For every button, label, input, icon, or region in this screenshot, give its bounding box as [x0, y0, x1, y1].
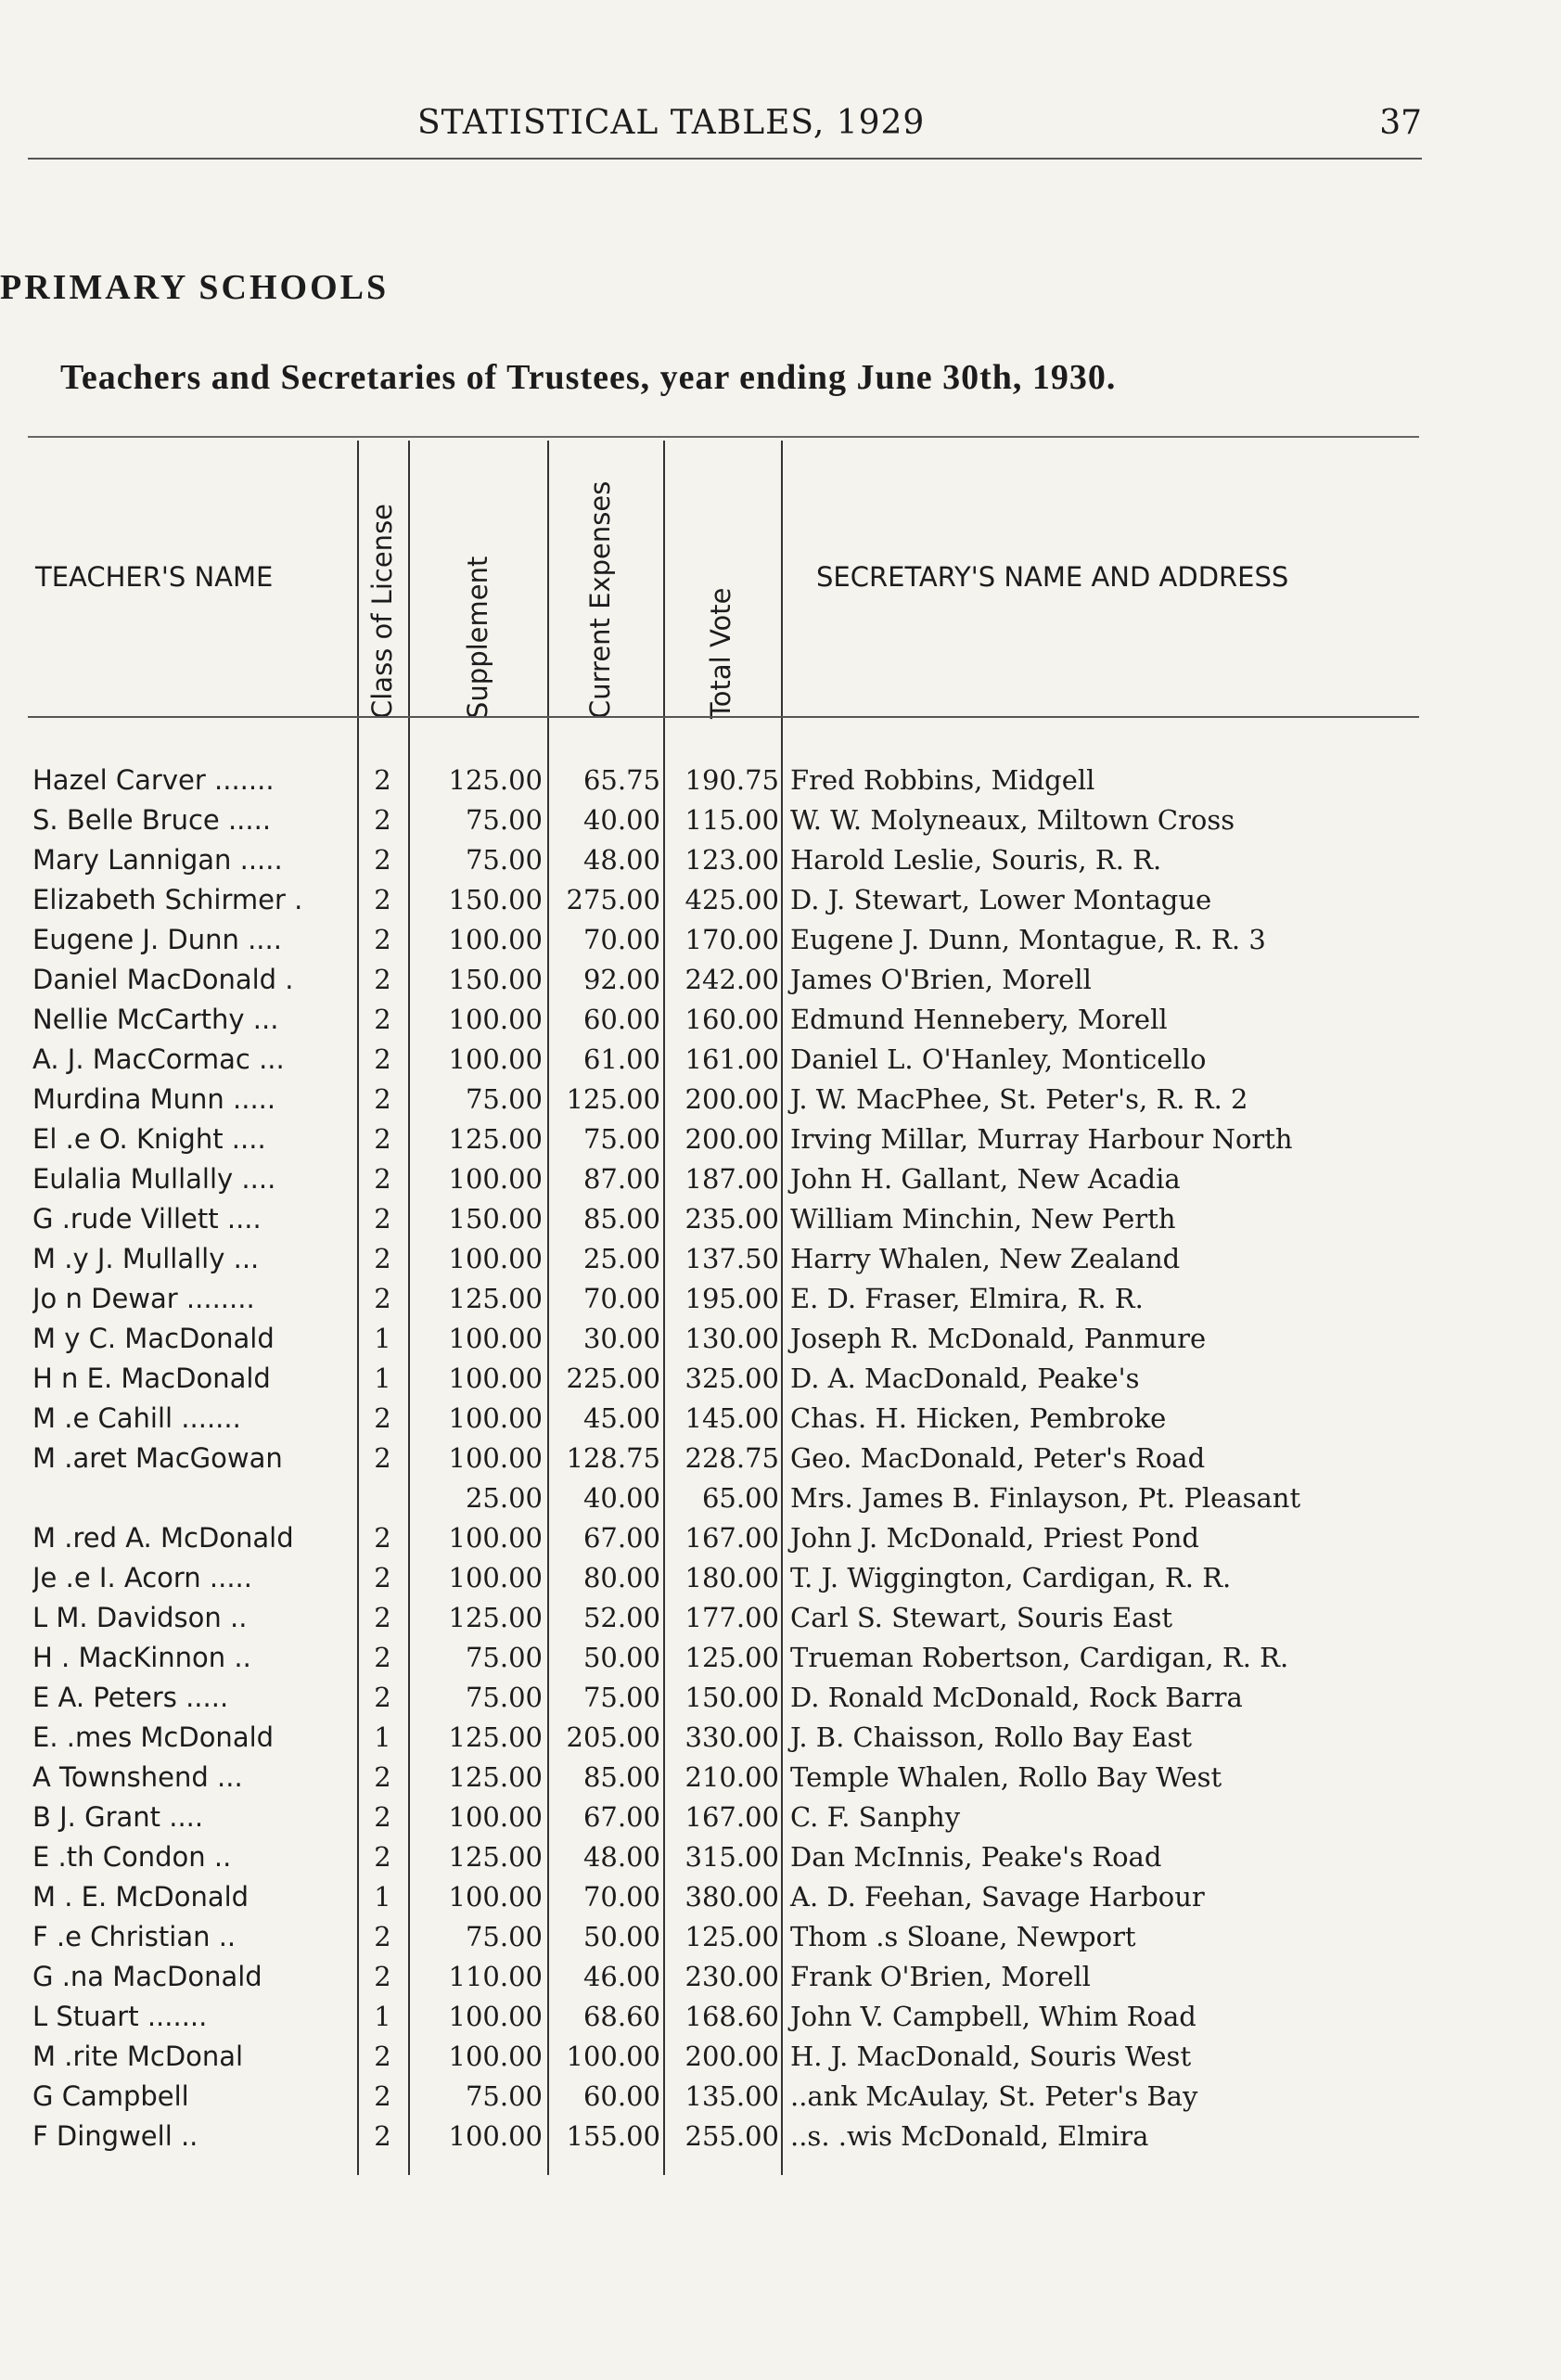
class-cell: 1	[374, 1881, 391, 1913]
supplement-cell: 125.00	[448, 764, 543, 796]
teacher-name-cell: H . MacKinnon ..	[32, 1642, 251, 1673]
class-cell: 2	[374, 1004, 391, 1035]
secretary-cell: Edmund Hennebery, Morell	[790, 1004, 1168, 1035]
running-title: STATISTICAL TABLES, 1929	[417, 104, 926, 142]
secretary-cell: D. Ronald McDonald, Rock Barra	[790, 1682, 1243, 1713]
class-cell: 2	[374, 1761, 391, 1793]
secretary-cell: Joseph R. McDonald, Panmure	[790, 1323, 1207, 1354]
current-expenses-cell: 125.00	[566, 1083, 660, 1115]
total-vote-cell: 235.00	[685, 1203, 779, 1235]
supplement-cell: 100.00	[448, 1402, 543, 1434]
table-row	[0, 1718, 1561, 1758]
class-cell: 1	[374, 2001, 391, 2032]
supplement-cell: 150.00	[448, 884, 543, 915]
class-cell: 2	[374, 804, 391, 836]
total-vote-cell: 123.00	[685, 844, 779, 876]
secretary-cell: Harry Whalen, New Zealand	[790, 1243, 1181, 1274]
teacher-name-cell: Eugene J. Dunn ....	[32, 924, 282, 955]
secretary-cell: Daniel L. O'Hanley, Monticello	[790, 1043, 1207, 1075]
teacher-name-cell: S. Belle Bruce .....	[32, 804, 272, 836]
table-row	[0, 1000, 1561, 1040]
class-cell: 2	[374, 924, 391, 955]
table-top-rule	[28, 436, 1419, 438]
secretary-cell: Carl S. Stewart, Souris East	[790, 1602, 1173, 1633]
current-expenses-cell: 50.00	[582, 1642, 660, 1673]
secretary-cell: Trueman Robertson, Cardigan, R. R.	[790, 1642, 1289, 1673]
secretary-cell: E. D. Fraser, Elmira, R. R.	[790, 1283, 1144, 1314]
supplement-cell: 100.00	[448, 2001, 543, 2032]
total-vote-cell: 168.60	[685, 2001, 779, 2032]
header-class-of-license: Class of License	[366, 503, 398, 719]
class-cell: 2	[374, 2041, 391, 2072]
supplement-cell: 100.00	[448, 1043, 543, 1075]
table-row	[0, 2077, 1561, 2117]
secretary-cell: W. W. Molyneaux, Miltown Cross	[790, 804, 1235, 836]
supplement-cell: 100.00	[448, 1323, 543, 1354]
class-cell: 2	[374, 1203, 391, 1235]
current-expenses-cell: 67.00	[582, 1801, 660, 1833]
current-expenses-cell: 48.00	[582, 1841, 660, 1873]
table-row	[0, 1518, 1561, 1558]
table-row	[0, 1598, 1561, 1638]
table-row	[0, 1837, 1561, 1877]
teacher-name-cell: El .e O. Knight ....	[32, 1123, 266, 1155]
secretary-cell: D. A. MacDonald, Peake's	[790, 1363, 1140, 1394]
secretary-cell: D. J. Stewart, Lower Montague	[790, 884, 1212, 915]
supplement-cell: 100.00	[448, 1881, 543, 1913]
supplement-cell: 100.00	[448, 2120, 543, 2152]
current-expenses-cell: 61.00	[582, 1043, 660, 1075]
current-expenses-cell: 75.00	[582, 1123, 660, 1155]
class-cell: 2	[374, 1562, 391, 1593]
total-vote-cell: 200.00	[685, 1123, 779, 1155]
current-expenses-cell: 40.00	[582, 804, 660, 836]
teacher-name-cell: B J. Grant ....	[32, 1801, 204, 1833]
page-header	[28, 102, 1422, 160]
total-vote-cell: 325.00	[685, 1363, 779, 1394]
table-row	[0, 800, 1561, 840]
total-vote-cell: 125.00	[685, 1921, 779, 1952]
secretary-cell: Irving Millar, Murray Harbour North	[790, 1123, 1293, 1155]
class-cell: 2	[374, 1642, 391, 1673]
secretary-cell: ..s. .wis McDonald, Elmira	[790, 2120, 1149, 2152]
total-vote-cell: 380.00	[685, 1881, 779, 1913]
class-cell: 1	[374, 1721, 391, 1753]
table-row	[0, 1080, 1561, 1120]
supplement-cell: 75.00	[465, 804, 543, 836]
current-expenses-cell: 80.00	[582, 1562, 660, 1593]
teacher-name-cell: E A. Peters .....	[32, 1682, 229, 1713]
class-cell: 1	[374, 1323, 391, 1354]
teacher-name-cell: Daniel MacDonald .	[32, 964, 294, 995]
supplement-cell: 125.00	[448, 1841, 543, 1873]
supplement-cell: 150.00	[448, 964, 543, 995]
current-expenses-cell: 155.00	[566, 2120, 660, 2152]
table-row	[0, 761, 1561, 800]
secretary-cell: Dan McInnis, Peake's Road	[790, 1841, 1162, 1873]
teacher-name-cell: M .red A. McDonald	[32, 1522, 294, 1554]
total-vote-cell: 255.00	[685, 2120, 779, 2152]
current-expenses-cell: 46.00	[582, 1961, 660, 1992]
table-row	[0, 1917, 1561, 1957]
current-expenses-cell: 70.00	[582, 1283, 660, 1314]
table-row	[0, 1120, 1561, 1159]
total-vote-cell: 65.00	[701, 1482, 779, 1514]
table-row	[0, 1279, 1561, 1319]
secretary-cell: C. F. Sanphy	[790, 1801, 961, 1833]
total-vote-cell: 315.00	[685, 1841, 779, 1873]
table-row	[0, 1798, 1561, 1837]
class-cell: 2	[374, 1442, 391, 1474]
supplement-cell: 125.00	[448, 1721, 543, 1753]
teacher-name-cell: M . E. McDonald	[32, 1881, 250, 1913]
total-vote-cell: 167.00	[685, 1801, 779, 1833]
section-title: PRIMARY SCHOOLS	[0, 268, 390, 307]
class-cell: 2	[374, 1961, 391, 1992]
secretary-cell: T. J. Wiggington, Cardigan, R. R.	[790, 1562, 1232, 1593]
class-cell: 2	[374, 964, 391, 995]
header-secretary: SECRETARY'S NAME AND ADDRESS	[816, 561, 1289, 593]
teacher-name-cell: Murdina Munn .....	[32, 1083, 276, 1115]
table-row	[0, 1159, 1561, 1199]
supplement-cell: 100.00	[448, 1442, 543, 1474]
teacher-name-cell: Elizabeth Schirmer .	[32, 884, 303, 915]
current-expenses-cell: 70.00	[582, 1881, 660, 1913]
total-vote-cell: 210.00	[685, 1761, 779, 1793]
teacher-name-cell: F Dingwell ..	[32, 2120, 198, 2152]
class-cell: 2	[374, 1043, 391, 1075]
table-row	[0, 1957, 1561, 1997]
class-cell: 2	[374, 1801, 391, 1833]
current-expenses-cell: 60.00	[582, 1004, 660, 1035]
supplement-cell: 75.00	[465, 2080, 543, 2112]
header-supplement: Supplement	[462, 556, 493, 719]
supplement-cell: 100.00	[448, 1522, 543, 1554]
total-vote-cell: 161.00	[685, 1043, 779, 1075]
teacher-name-cell: M .rite McDonal	[32, 2041, 244, 2072]
current-expenses-cell: 275.00	[566, 884, 660, 915]
class-cell: 2	[374, 1841, 391, 1873]
total-vote-cell: 150.00	[685, 1682, 779, 1713]
header-rule	[28, 716, 1419, 718]
teacher-name-cell: M y C. MacDonald	[32, 1323, 275, 1354]
secretary-cell: ..ank McAulay, St. Peter's Bay	[790, 2080, 1198, 2112]
table-row	[0, 880, 1561, 920]
teacher-name-cell: A. J. MacCormac ...	[32, 1043, 285, 1075]
teacher-name-cell: H n E. MacDonald	[32, 1363, 271, 1394]
supplement-cell: 100.00	[448, 1363, 543, 1394]
supplement-cell: 100.00	[448, 2041, 543, 2072]
total-vote-cell: 130.00	[685, 1323, 779, 1354]
table-row	[0, 1439, 1561, 1478]
class-cell: 2	[374, 1283, 391, 1314]
current-expenses-cell: 128.75	[566, 1442, 660, 1474]
supplement-cell: 100.00	[448, 1243, 543, 1274]
secretary-cell: John V. Campbell, Whim Road	[790, 2001, 1196, 2032]
class-cell: 2	[374, 2080, 391, 2112]
supplement-cell: 125.00	[448, 1123, 543, 1155]
total-vote-cell: 167.00	[685, 1522, 779, 1554]
table-row	[0, 2037, 1561, 2077]
total-vote-cell: 230.00	[685, 1961, 779, 1992]
class-cell: 2	[374, 1921, 391, 1952]
total-vote-cell: 125.00	[685, 1642, 779, 1673]
header-current-expenses: Current Expenses	[584, 480, 616, 719]
teacher-name-cell: L M. Davidson ..	[32, 1602, 248, 1633]
supplement-cell: 100.00	[448, 1801, 543, 1833]
class-cell: 2	[374, 1602, 391, 1633]
supplement-cell: 25.00	[465, 1482, 543, 1514]
teacher-name-cell: M .y J. Mullally ...	[32, 1243, 260, 1274]
current-expenses-cell: 225.00	[566, 1363, 660, 1394]
table-row	[0, 1319, 1561, 1359]
secretary-cell: Geo. MacDonald, Peter's Road	[790, 1442, 1206, 1474]
total-vote-cell: 200.00	[685, 2041, 779, 2072]
class-cell: 2	[374, 1123, 391, 1155]
class-cell: 2	[374, 1682, 391, 1713]
secretary-cell: J. B. Chaisson, Rollo Bay East	[790, 1721, 1193, 1753]
class-cell: 2	[374, 1402, 391, 1434]
secretary-cell: James O'Brien, Morell	[790, 964, 1092, 995]
table-row	[0, 1199, 1561, 1239]
teacher-name-cell: G .rude Villett ....	[32, 1203, 262, 1235]
total-vote-cell: 200.00	[685, 1083, 779, 1115]
teacher-name-cell: Jo n Dewar ........	[32, 1283, 255, 1314]
class-cell: 2	[374, 1522, 391, 1554]
supplement-cell: 100.00	[448, 1562, 543, 1593]
table-row	[0, 1359, 1561, 1399]
secretary-cell: Chas. H. Hicken, Pembroke	[790, 1402, 1167, 1434]
total-vote-cell: 170.00	[685, 924, 779, 955]
total-vote-cell: 135.00	[685, 2080, 779, 2112]
total-vote-cell: 160.00	[685, 1004, 779, 1035]
table-row	[0, 2117, 1561, 2156]
total-vote-cell: 228.75	[685, 1442, 779, 1474]
supplement-cell: 110.00	[448, 1961, 543, 1992]
header-total-vote: Total Vote	[705, 587, 736, 719]
total-vote-cell: 242.00	[685, 964, 779, 995]
supplement-cell: 100.00	[448, 1163, 543, 1195]
page-number: 37	[1379, 104, 1422, 142]
header-teacher-name: TEACHER'S NAME	[35, 561, 274, 593]
teacher-name-cell: F .e Christian ..	[32, 1921, 237, 1952]
current-expenses-cell: 92.00	[582, 964, 660, 995]
current-expenses-cell: 60.00	[582, 2080, 660, 2112]
class-cell: 2	[374, 884, 391, 915]
table-row	[0, 1997, 1561, 2037]
teacher-name-cell: A Townshend ...	[32, 1761, 243, 1793]
current-expenses-cell: 205.00	[566, 1721, 660, 1753]
teacher-name-cell: M .aret MacGowan	[32, 1442, 283, 1474]
teacher-name-cell: M .e Cahill .......	[32, 1402, 241, 1434]
total-vote-cell: 180.00	[685, 1562, 779, 1593]
supplement-cell: 75.00	[465, 1921, 543, 1952]
supplement-cell: 75.00	[465, 1083, 543, 1115]
teacher-name-cell: E .th Condon ..	[32, 1841, 232, 1873]
teacher-name-cell: Je .e I. Acorn .....	[32, 1562, 252, 1593]
teacher-name-cell: G .na MacDonald	[32, 1961, 262, 1992]
table-row	[0, 1478, 1561, 1518]
current-expenses-cell: 30.00	[582, 1323, 660, 1354]
table-row	[0, 840, 1561, 880]
class-cell: 2	[374, 1243, 391, 1274]
current-expenses-cell: 48.00	[582, 844, 660, 876]
total-vote-cell: 115.00	[685, 804, 779, 836]
secretary-cell: A. D. Feehan, Savage Harbour	[790, 1881, 1205, 1913]
class-cell: 2	[374, 764, 391, 796]
current-expenses-cell: 52.00	[582, 1602, 660, 1633]
teacher-name-cell: Eulalia Mullally ....	[32, 1163, 276, 1195]
class-cell: 2	[374, 844, 391, 876]
table-row	[0, 1758, 1561, 1798]
current-expenses-cell: 100.00	[566, 2041, 660, 2072]
table-row	[0, 1040, 1561, 1080]
supplement-cell: 100.00	[448, 924, 543, 955]
current-expenses-cell: 68.60	[582, 2001, 660, 2032]
secretary-cell: Mrs. James B. Finlayson, Pt. Pleasant	[790, 1482, 1301, 1514]
total-vote-cell: 190.75	[685, 764, 779, 796]
table-row	[0, 1239, 1561, 1279]
current-expenses-cell: 85.00	[582, 1761, 660, 1793]
current-expenses-cell: 67.00	[582, 1522, 660, 1554]
secretary-cell: Eugene J. Dunn, Montague, R. R. 3	[790, 924, 1266, 955]
current-expenses-cell: 87.00	[582, 1163, 660, 1195]
total-vote-cell: 187.00	[685, 1163, 779, 1195]
secretary-cell: H. J. MacDonald, Souris West	[790, 2041, 1192, 2072]
supplement-cell: 150.00	[448, 1203, 543, 1235]
table-row	[0, 960, 1561, 1000]
current-expenses-cell: 65.75	[582, 764, 660, 796]
secretary-cell: Harold Leslie, Souris, R. R.	[790, 844, 1162, 876]
table-row	[0, 1638, 1561, 1678]
table-row	[0, 1558, 1561, 1598]
class-cell: 2	[374, 1083, 391, 1115]
secretary-cell: Thom .s Sloane, Newport	[790, 1921, 1136, 1952]
current-expenses-cell: 50.00	[582, 1921, 660, 1952]
supplement-cell: 100.00	[448, 1004, 543, 1035]
class-cell: 2	[374, 2120, 391, 2152]
secretary-cell: John J. McDonald, Priest Pond	[790, 1522, 1199, 1554]
teacher-name-cell: Nellie McCarthy ...	[32, 1004, 279, 1035]
table-body	[0, 761, 1561, 2156]
secretary-cell: J. W. MacPhee, St. Peter's, R. R. 2	[790, 1083, 1248, 1115]
total-vote-cell: 330.00	[685, 1721, 779, 1753]
supplement-cell: 125.00	[448, 1602, 543, 1633]
teacher-name-cell: Hazel Carver .......	[32, 764, 275, 796]
current-expenses-cell: 40.00	[582, 1482, 660, 1514]
supplement-cell: 125.00	[448, 1761, 543, 1793]
subtitle: Teachers and Secretaries of Trustees, year ending June 30th, 1930.	[60, 358, 1117, 397]
secretary-cell: John H. Gallant, New Acadia	[790, 1163, 1181, 1195]
table-row	[0, 920, 1561, 960]
supplement-cell: 75.00	[465, 1642, 543, 1673]
total-vote-cell: 177.00	[685, 1602, 779, 1633]
current-expenses-cell: 45.00	[582, 1402, 660, 1434]
current-expenses-cell: 25.00	[582, 1243, 660, 1274]
teacher-name-cell: E. .mes McDonald	[32, 1721, 275, 1753]
secretary-cell: Fred Robbins, Midgell	[790, 764, 1095, 796]
secretary-cell: Temple Whalen, Rollo Bay West	[790, 1761, 1222, 1793]
supplement-cell: 75.00	[465, 844, 543, 876]
table-row	[0, 1399, 1561, 1439]
table-row	[0, 1678, 1561, 1718]
supplement-cell: 125.00	[448, 1283, 543, 1314]
secretary-cell: Frank O'Brien, Morell	[790, 1961, 1091, 1992]
class-cell: 1	[374, 1363, 391, 1394]
current-expenses-cell: 85.00	[582, 1203, 660, 1235]
total-vote-cell: 137.50	[685, 1243, 779, 1274]
table-row	[0, 1877, 1561, 1917]
total-vote-cell: 195.00	[685, 1283, 779, 1314]
teacher-name-cell: G Campbell	[32, 2080, 189, 2112]
current-expenses-cell: 75.00	[582, 1682, 660, 1713]
total-vote-cell: 145.00	[685, 1402, 779, 1434]
supplement-cell: 75.00	[465, 1682, 543, 1713]
teacher-name-cell: L Stuart .......	[32, 2001, 208, 2032]
teacher-name-cell: Mary Lannigan .....	[32, 844, 283, 876]
secretary-cell: William Minchin, New Perth	[790, 1203, 1176, 1235]
class-cell: 2	[374, 1163, 391, 1195]
total-vote-cell: 425.00	[685, 884, 779, 915]
current-expenses-cell: 70.00	[582, 924, 660, 955]
